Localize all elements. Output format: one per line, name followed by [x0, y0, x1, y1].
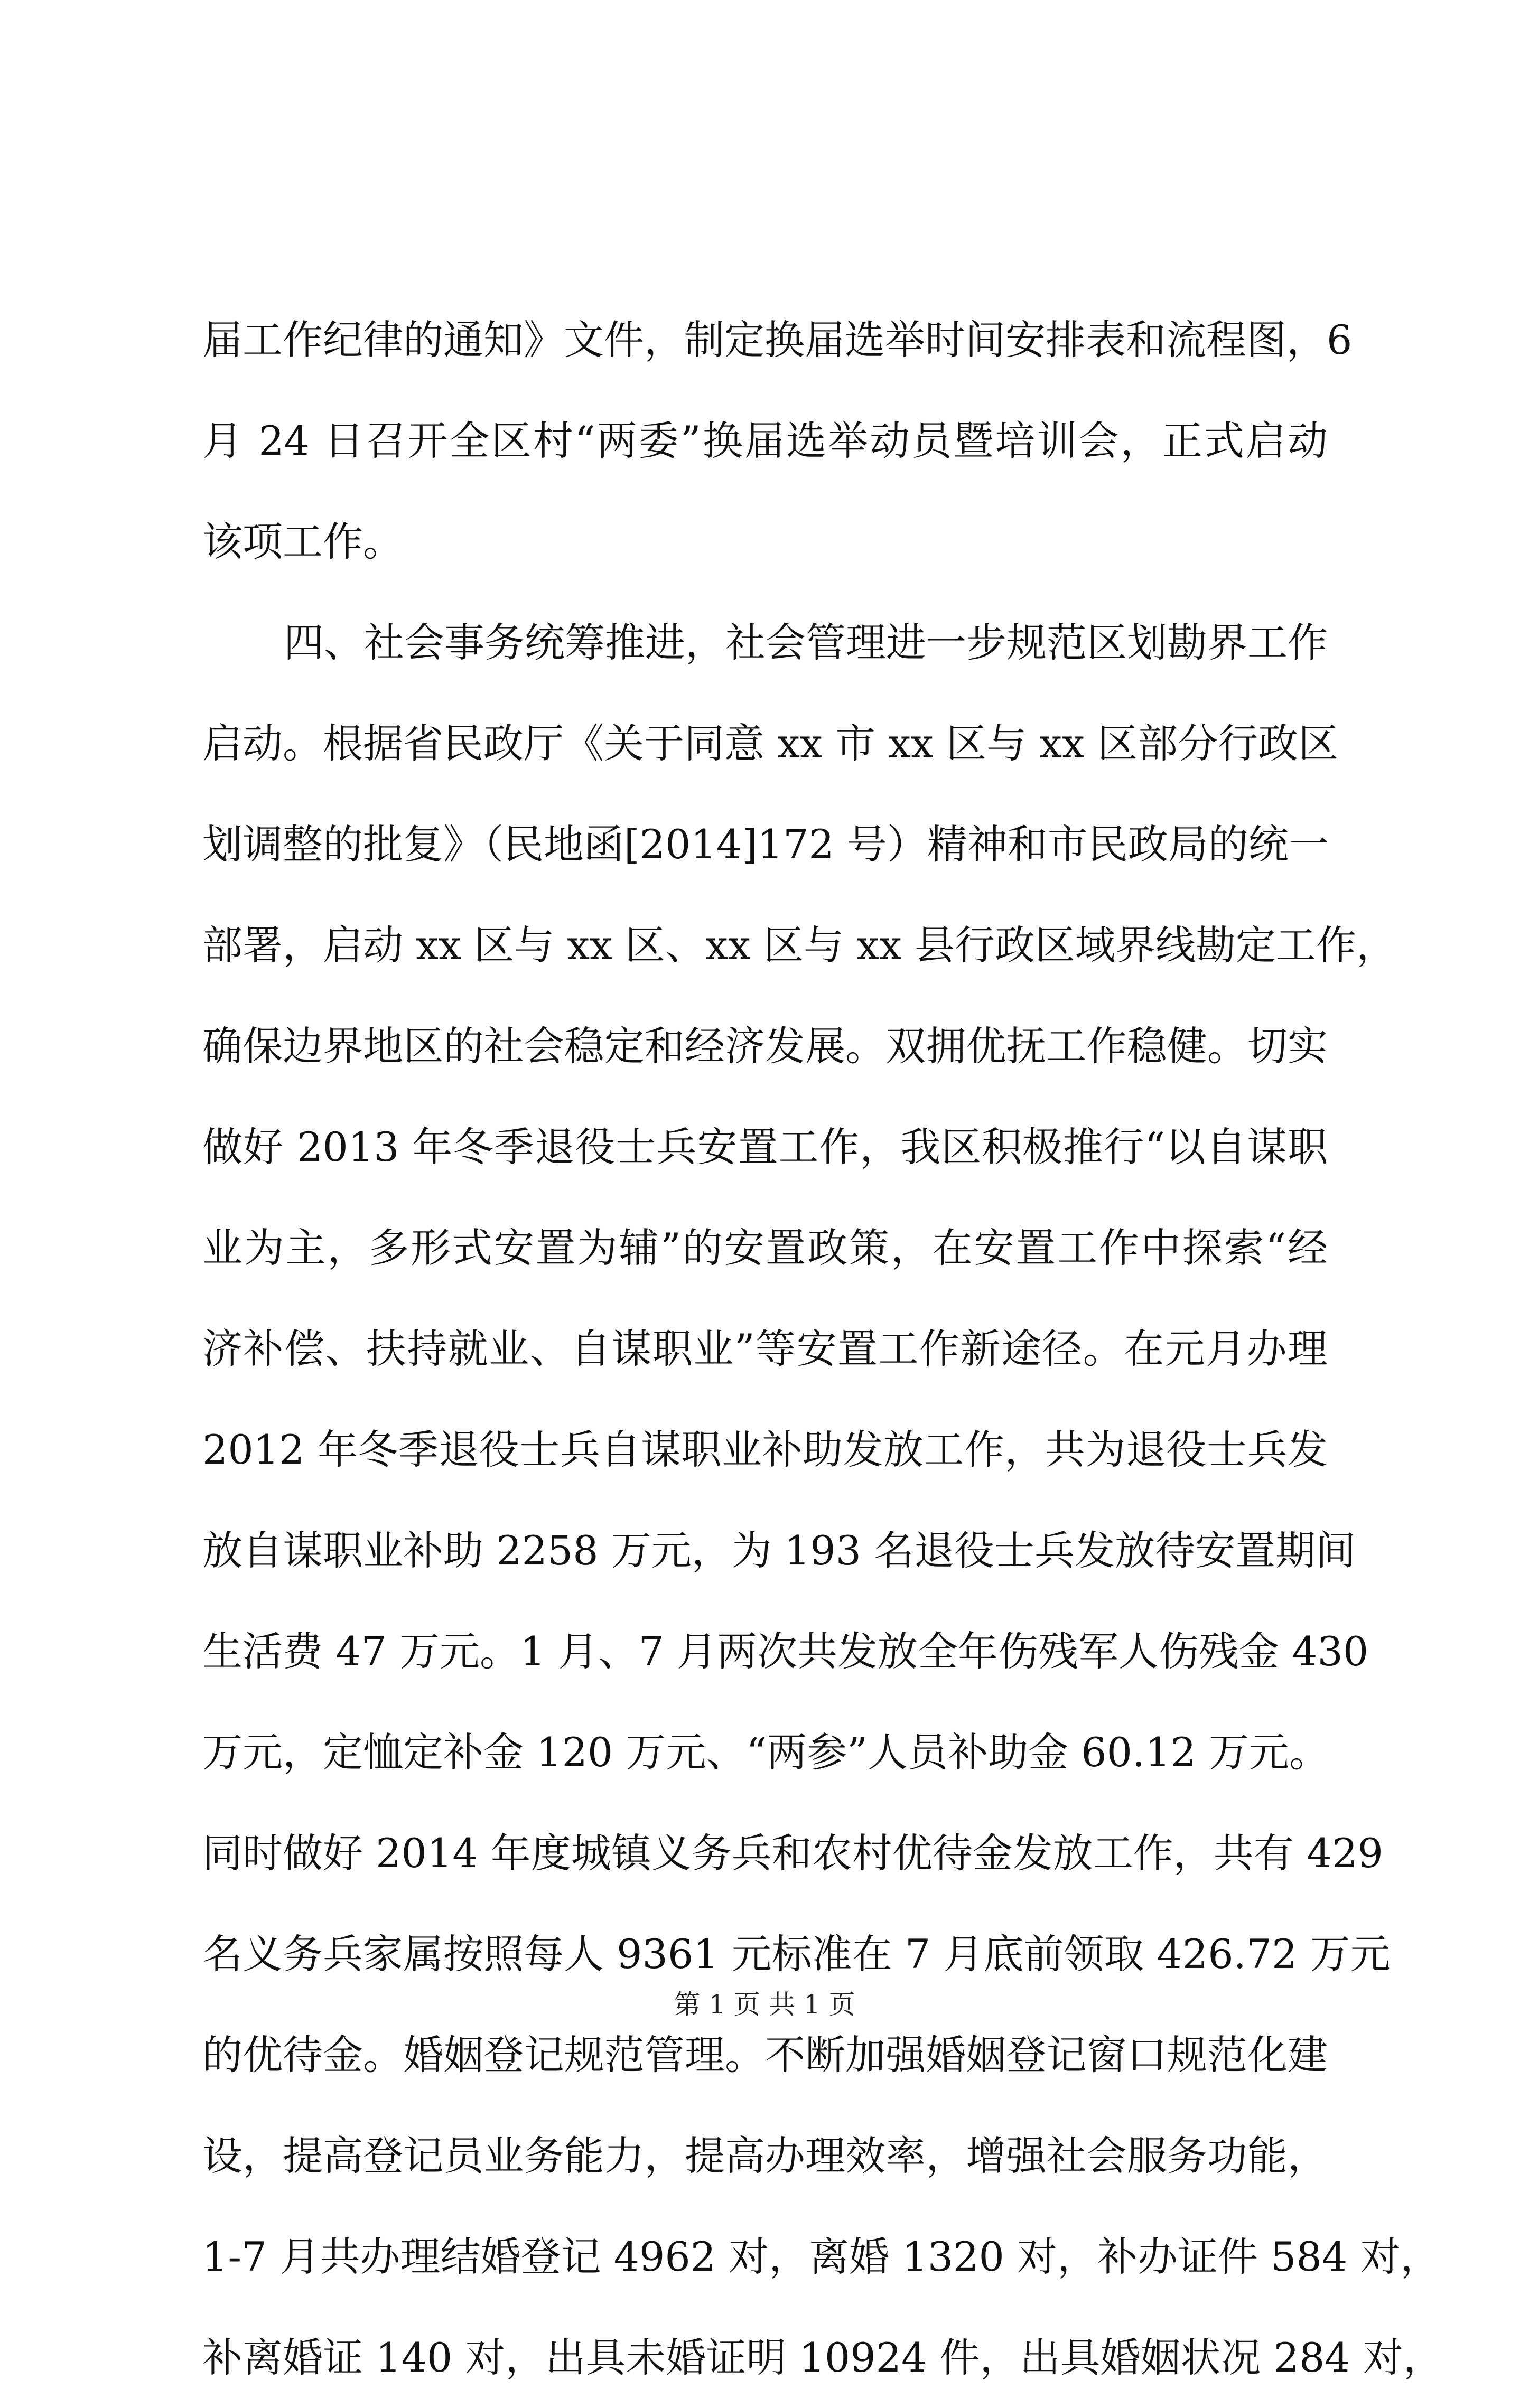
text-line: 生活费 47 万元。1 月、7 月两次共发放全年伤残军人伤残金 430 [202, 1628, 1369, 1675]
text-line: 万元，定恤定补金 120 万元、“两参”人员补助金 60.12 万元。 [202, 1729, 1329, 1776]
text-line: 做好 2013 年冬季退役士兵安置工作，我区积极推行“以自谋职 [202, 1123, 1328, 1170]
text-line: 1-7 月共办理结婚登记 4962 对，离婚 1320 对，补办证件 584 对， [202, 2233, 1441, 2280]
page-number-footer: 第 1 页 共 1 页 [674, 1989, 855, 2020]
text-line: 2012 年冬季退役士兵自谋职业补助发放工作，共为退役士兵发 [202, 1426, 1328, 1473]
section-heading-line: 四、社会事务统筹推进，社会管理进一步规范区划勘界工作 [284, 619, 1328, 666]
text-line: 补离婚证 140 对，出具未婚证明 10924 件，出具婚姻状况 284 对， [202, 2334, 1443, 2381]
text-line: 确保边界地区的社会稳定和经济发展。双拥优抚工作稳健。切实 [202, 1023, 1328, 1070]
text-line: 业为主，多形式安置为辅”的安置政策，在安置工作中探索“经 [202, 1224, 1328, 1271]
text-line: 放自谋职业补助 2258 万元，为 193 名退役士兵发放待安置期间 [202, 1527, 1356, 1574]
text-line: 划调整的批复》（民地函[2014]172 号）精神和市民政局的统一 [202, 821, 1329, 868]
text-line: 设，提高登记员业务能力，提高办理效率，增强社会服务功能， [202, 2132, 1328, 2179]
text-line: 月 24 日召开全区村“两委”换届选举动员暨培训会，正式启动 [202, 417, 1328, 464]
text-line: 启动。根据省民政厅《关于同意 xx 市 xx 区与 xx 区部分行政区 [202, 720, 1339, 767]
text-line: 部署，启动 xx 区与 xx 区、xx 区与 xx 县行政区域界线勘定工作， [202, 922, 1396, 969]
text-line: 该项工作。 [202, 518, 403, 565]
text-line: 名义务兵家属按照每人 9361 元标准在 7 月底前领取 426.72 万元 [202, 1931, 1391, 1978]
text-line: 同时做好 2014 年度城镇义务兵和农村优待金发放工作，共有 429 [202, 1830, 1383, 1877]
text-line: 的优待金。婚姻登记规范管理。不断加强婚姻登记窗口规范化建 [202, 2031, 1328, 2078]
body-text [202, 289, 1443, 2408]
text-line: 届工作纪律的通知》文件，制定换届选举时间安排表和流程图，6 [202, 316, 1353, 363]
text-line: 济补偿、扶持就业、自谋职业”等安置工作新途径。在元月办理 [202, 1325, 1328, 1372]
